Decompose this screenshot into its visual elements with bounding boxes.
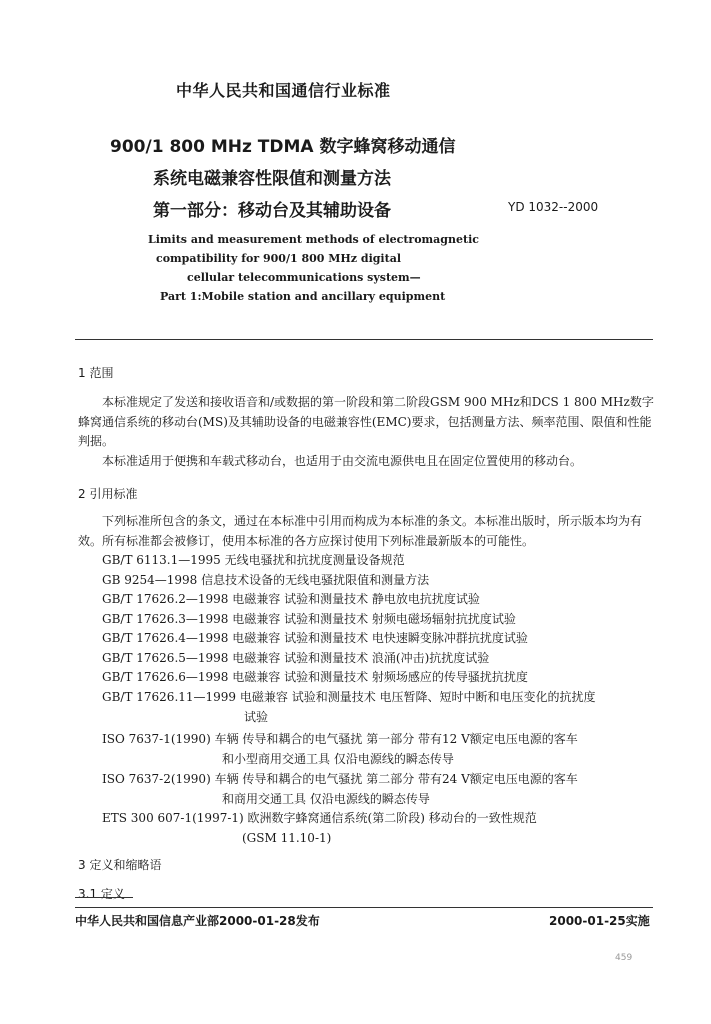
title-divider: [75, 339, 653, 340]
reference-title: 信息技术设备的无线电骚扰限值和测量方法: [201, 573, 430, 587]
reference-title: 电磁兼容 试验和测量技术 静电放电抗扰度试验: [232, 592, 480, 606]
page-number: 459: [615, 953, 633, 963]
section-1-heading: 1 范围: [78, 366, 114, 380]
reference-item: [102, 649, 662, 669]
reference-title: 电磁兼容 试验和测量技术 射频场感应的传导骚扰抗扰度: [232, 670, 528, 684]
reference-code: GB/T 17626.11—1999: [102, 690, 237, 704]
standard-number: YD 1032--2000: [508, 200, 599, 214]
reference-title-continued: (GSM 11.10-1): [242, 830, 332, 845]
reference-title-continued: 和商用交通工具 仅沿电源线的瞬态传导: [222, 791, 430, 806]
title-en-line2: compatibility for 900/1 800 MHz digital: [156, 252, 402, 265]
title-en-line3: cellular telecommunications system—: [187, 271, 421, 284]
reference-title-continued: 和小型商用交通工具 仅沿电源线的瞬态传导: [222, 751, 454, 766]
reference-item: [102, 668, 662, 688]
reference-title: 电磁兼容 试验和测量技术 电压暂降、短时中断和电压变化的抗扰度: [239, 690, 596, 704]
section-1-paragraph-1: 本标准规定了发送和接收语音和/或数据的第一阶段和第二阶段GSM 900 MHz和DCS 1 800 MHz数字蜂窝通信系统的移动台(MS)及其辅助设备的电磁兼容性(EMC)要求，包括测量方法、频率范围、限值和性能判据。: [78, 395, 654, 448]
reference-code: GB/T 17626.5—1998: [102, 651, 229, 665]
section-2-paragraph-1: 下列标准所包含的条文，通过在本标准中引用而构成为本标准的条文。本标准出版时，所示版本均为有效。所有标准都会被修订，使用本标准的各方应探讨使用下列标准最新版本的可能性。: [78, 514, 643, 548]
reference-code: GB/T 17626.2—1998: [102, 592, 229, 606]
reference-item: [102, 730, 662, 769]
reference-title: 电磁兼容 试验和测量技术 射频电磁场辐射抗扰度试验: [232, 612, 516, 626]
reference-title: 电磁兼容 试验和测量技术 电快速瞬变脉冲群抗扰度试验: [232, 631, 528, 645]
section-2-heading: 2 引用标准: [78, 487, 138, 501]
reference-code: GB/T 17626.4—1998: [102, 631, 229, 645]
reference-title: 车辆 传导和耦合的电气骚扰 第二部分 带有24 V额定电压电源的客车: [214, 772, 578, 786]
subsection-underline: [75, 897, 133, 898]
footer-divider: [75, 907, 653, 908]
section-3-heading: 3 定义和缩略语: [78, 858, 162, 872]
reference-item: [102, 551, 662, 571]
reference-title-continued: 试验: [244, 709, 269, 724]
title-cn-line3: 第一部分：移动台及其辅助设备: [153, 201, 391, 221]
reference-code: ETS 300 607-1(1997-1): [102, 811, 244, 825]
reference-item: [102, 809, 662, 848]
title-cn-line2: 系统电磁兼容性限值和测量方法: [153, 169, 391, 189]
reference-title: 电磁兼容 试验和测量技术 浪涌(冲击)抗扰度试验: [232, 651, 490, 665]
section-3-1-heading: 3.1 定义: [78, 887, 125, 901]
reference-title: 车辆 传导和耦合的电气骚扰 第一部分 带有12 V额定电压电源的客车: [214, 732, 578, 746]
section-1-paragraph-2: 本标准适用于便携和车载式移动台，也适用于由交流电源供电且在固定位置使用的移动台。: [102, 454, 583, 468]
implementation-date: 2000-01-25实施: [549, 914, 650, 928]
reference-item: [102, 590, 662, 610]
reference-item: [102, 610, 662, 630]
issue-date: 中华人民共和国信息产业部2000-01-28发布: [75, 914, 320, 928]
reference-code: GB/T 17626.3—1998: [102, 612, 229, 626]
reference-code: GB/T 17626.6—1998: [102, 670, 229, 684]
reference-item: [102, 770, 662, 809]
reference-code: ISO 7637-1(1990): [102, 732, 211, 746]
reference-code: ISO 7637-2(1990): [102, 772, 211, 786]
reference-title: 无线电骚扰和抗扰度测量设备规范: [224, 553, 405, 567]
title-cn-line1: 900/1 800 MHz TDMA 数字蜂窝移动通信: [110, 137, 456, 157]
title-en-line4: Part 1:Mobile station and ancillary equipment: [160, 290, 446, 303]
reference-title: 欧洲数字蜂窝通信系统(第二阶段) 移动台的一致性规范: [247, 811, 537, 825]
reference-code: GB 9254—1998: [102, 573, 198, 587]
reference-item: [102, 688, 662, 727]
header-title: 中华人民共和国通信行业标准: [176, 81, 391, 100]
title-en-line1: Limits and measurement methods of electromagnetic: [148, 233, 479, 246]
reference-code: GB/T 6113.1—1995: [102, 553, 221, 567]
reference-item: [102, 629, 662, 649]
reference-item: [102, 571, 662, 591]
